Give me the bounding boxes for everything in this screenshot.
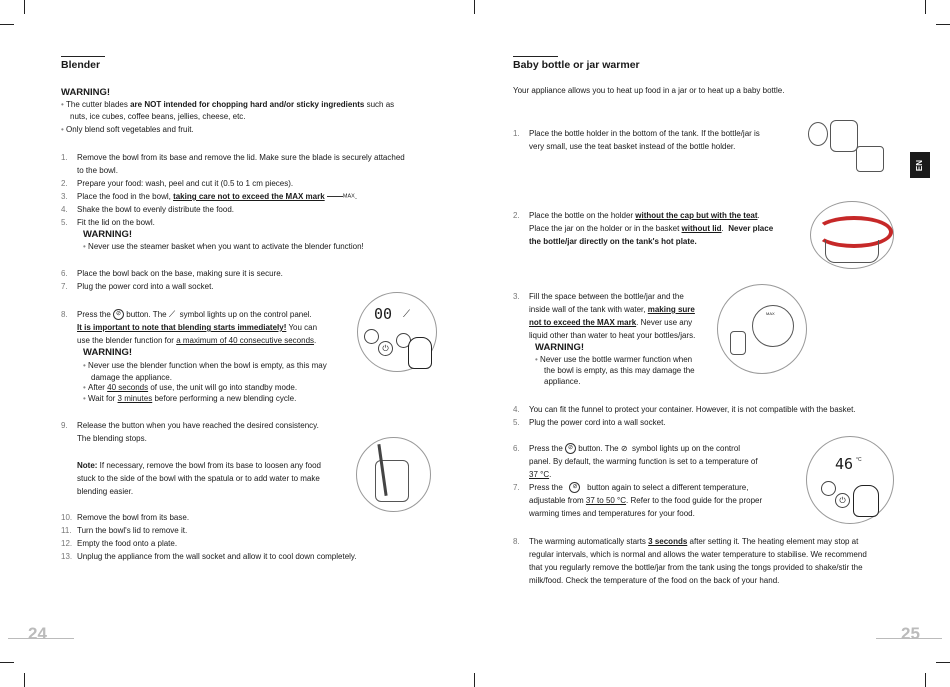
- teat-basket-icon: [830, 120, 858, 152]
- power-icon: ⏻: [835, 493, 850, 508]
- language-tab: EN: [910, 152, 930, 178]
- step-4: 4. You can fit the funnel to protect your container. However, it is not compatible with the basket.: [513, 405, 856, 414]
- warning-heading: WARNING!: [83, 347, 133, 358]
- page-title: Blender: [61, 59, 101, 71]
- hand-pointer-icon: [853, 485, 879, 517]
- display-unit: °C: [856, 457, 862, 463]
- max-mark-label: MAX: [766, 311, 775, 316]
- step-8-cont: regular intervals, which is normal and allows the water temperature to stabilise. We recommend: [529, 550, 867, 559]
- step-6: 6. Press the ⊘ button. The ⊘ symbol lights up on the control: [513, 444, 741, 453]
- step-6-cont: 37 °C.: [529, 470, 552, 479]
- step-3-cont: liquid other than water to heat your bottles/jars.: [529, 331, 696, 340]
- warning-heading: WARNING!: [535, 342, 585, 353]
- step-8-cont: use the blender function for a maximum of 40 consecutive seconds.: [77, 336, 317, 345]
- display-temperature: 46: [835, 455, 854, 473]
- warning-item: • Never use the bottle warmer function when: [535, 355, 693, 364]
- step-2-cont: Place the jar on the holder or in the basket without lid. Never place: [529, 224, 774, 233]
- step-3-cont: inside wall of the tank with water, making sure: [529, 305, 695, 314]
- steam-button-icon: [821, 481, 836, 496]
- crop-mark: [936, 662, 950, 663]
- warning-heading: WARNING!: [83, 229, 133, 240]
- step-9: 9. Release the button when you have reached the desired consistency.: [61, 421, 319, 430]
- crop-mark: [474, 0, 475, 14]
- step-8-cont: milk/food. Check the temperature of the food on the back of your hand.: [529, 576, 780, 585]
- warning-item: • Never use the blender function when the bowl is empty, as this may: [83, 361, 327, 370]
- warmer-control-panel-illustration: [806, 436, 894, 524]
- warning-item: • After 40 seconds of use, the unit will go into standby mode.: [83, 383, 298, 392]
- bottle-in-tank-illustration: [810, 201, 894, 269]
- bottle-symbol-icon: ⊘: [620, 444, 628, 453]
- warmer-button-icon: ⊘: [565, 443, 576, 454]
- bottle-holder-illustration: [806, 116, 886, 172]
- control-panel-illustration: [357, 292, 437, 372]
- step-8: 8. The warming automatically starts 3 seconds after setting it. The heating element may stop at: [513, 537, 859, 546]
- warning-item: • The cutter blades are NOT intended for chopping hard and/or sticky ingredients such as: [61, 100, 395, 109]
- blender-button-icon: ⊘: [113, 309, 124, 320]
- step-7-cont: warming times and temperatures for your food.: [529, 509, 695, 518]
- crop-mark: [24, 673, 25, 687]
- step-13: 13. Unplug the appliance from the wall socket and allow it to cool down completely.: [61, 552, 357, 561]
- step-6-cont: panel. By default, the warming function is set to a temperature of: [529, 457, 758, 466]
- note-cont: stuck to the side of the bowl with the spatula or to add water to make: [77, 474, 320, 483]
- step-4: 4. Shake the bowl to evenly distribute the food.: [61, 205, 234, 214]
- intro-text: Your appliance allows you to heat up food in a jar or to heat up a baby bottle.: [513, 86, 785, 95]
- warning-item: • Never use the steamer basket when you want to activate the blender function!: [83, 242, 364, 251]
- step-12: 12. Empty the food onto a plate.: [61, 539, 178, 548]
- display-digits: 00: [374, 305, 393, 323]
- warning-item: • Only blend soft vegetables and fruit.: [61, 125, 194, 134]
- warning-item-cont: damage the appliance.: [91, 373, 172, 382]
- water-fill-illustration: [717, 284, 807, 374]
- tank-icon: [825, 240, 879, 263]
- step-3-cont: not to exceed the MAX mark. Never use any: [529, 318, 693, 327]
- step-1: 1. Place the bottle holder in the bottom of the tank. If the bottle/jar is: [513, 129, 760, 138]
- step-3: 3. Place the food in the bowl, taking care not to exceed the MAX mark MAX.: [61, 192, 358, 201]
- step-3: 3. Fill the space between the bottle/jar and the: [513, 292, 684, 301]
- crop-mark: [936, 24, 950, 25]
- step-10: 10. Remove the bowl from its base.: [61, 513, 190, 522]
- steam-button-icon: [364, 329, 379, 344]
- step-7: 7. Plug the power cord into a wall socket.: [61, 282, 214, 291]
- blender-spatula-illustration: [356, 437, 431, 512]
- step-6: 6. Place the bowl back on the base, making sure it is secure.: [61, 269, 283, 278]
- blender-symbol-icon: ⟋: [168, 309, 176, 319]
- step-11: 11. Turn the bowl's lid to remove it.: [61, 526, 188, 535]
- teat-icon: [730, 331, 746, 355]
- warning-item-cont: the bowl is empty, as this may damage the: [544, 366, 695, 375]
- step-2: 2. Prepare your food: wash, peel and cut it (0.5 to 1 cm pieces).: [61, 179, 294, 188]
- step-8-cont: that you regularly remove the bottle/jar from the tank using the tongs provided to shake/stir the: [529, 563, 863, 572]
- page-number: 25: [901, 624, 920, 643]
- max-mark: MAX: [342, 193, 355, 200]
- title-rule: [513, 56, 558, 57]
- warning-item: • Wait for 3 minutes before performing a new blending cycle.: [83, 394, 297, 403]
- title-rule: [61, 56, 105, 57]
- step-9-cont: The blending stops.: [77, 434, 147, 443]
- crop-mark: [24, 0, 25, 14]
- bottle-holder-icon: [808, 122, 828, 146]
- warning-item-cont: appliance.: [544, 377, 581, 386]
- crop-mark: [0, 662, 14, 663]
- step-7-cont: adjustable from 37 to 50 °C. Refer to the food guide for the proper: [529, 496, 763, 505]
- crop-mark: [474, 673, 475, 687]
- step-1-cont: very small, use the teat basket instead of the bottle holder.: [529, 142, 736, 151]
- step-2: 2. Place the bottle on the holder without the cap but with the teat.: [513, 211, 760, 220]
- warning-heading: WARNING!: [61, 87, 111, 98]
- step-1: 1. Remove the bowl from its base and remove the lid. Make sure the blade is securely attached: [61, 153, 405, 162]
- step-5: 5. Fit the lid on the bowl.: [61, 218, 155, 227]
- page-number: 24: [28, 624, 47, 643]
- note-cont: blending easier.: [77, 487, 134, 496]
- page-title: Baby bottle or jar warmer: [513, 59, 640, 71]
- crop-mark: [925, 0, 926, 14]
- step-8-cont: It is important to note that blending starts immediately! You can: [77, 323, 318, 332]
- warning-item-cont: nuts, ice cubes, coffee beans, jellies, cheese, etc.: [70, 112, 246, 121]
- step-7: 7. Press the ⊘ button again to select a different temperature,: [513, 483, 749, 492]
- crop-mark: [0, 24, 14, 25]
- step-2-cont: the bottle/jar directly on the tank's hot plate.: [529, 237, 697, 246]
- warmer-button-icon: ⊘: [569, 482, 580, 493]
- hand-pointer-icon: [408, 337, 432, 369]
- blender-symbol-icon: ⟋: [403, 309, 410, 320]
- power-icon: ⏻: [378, 341, 393, 356]
- step-1-cont: to the bowl.: [77, 166, 118, 175]
- crop-mark: [925, 673, 926, 687]
- tank-icon: [856, 146, 884, 172]
- step-5: 5. Plug the power cord into a wall socket.: [513, 418, 666, 427]
- step-8: 8. Press the ⊘ button. The ⟋ symbol lights up on the control panel.: [61, 309, 312, 319]
- note: Note: If necessary, remove the bowl from its base to loosen any food: [77, 461, 321, 470]
